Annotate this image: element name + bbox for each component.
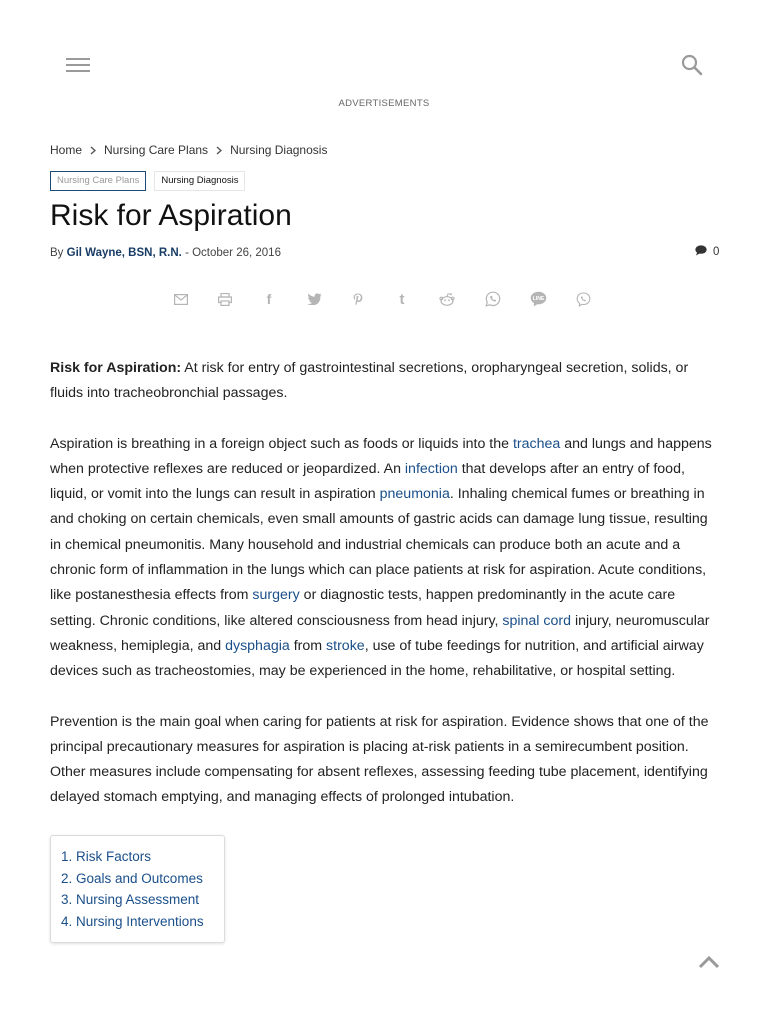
email-icon[interactable] [170, 288, 192, 310]
line-icon[interactable] [527, 288, 549, 310]
search-icon[interactable] [680, 53, 704, 77]
breadcrumb [50, 143, 327, 157]
byline [50, 247, 281, 259]
chevron-right-icon [90, 146, 96, 155]
comment-count-value: 0 [713, 246, 720, 258]
comment-count[interactable] [695, 245, 719, 259]
author-link[interactable]: Gil Wayne, BSN, R.N. [66, 247, 182, 259]
chevron-right-icon [216, 146, 222, 155]
advertisements-label: ADVERTISEMENTS [338, 98, 430, 109]
link-trachea[interactable]: trachea [512, 435, 561, 452]
link-dysphagia[interactable]: dysphagia [225, 637, 290, 654]
whatsapp-icon[interactable] [482, 288, 504, 310]
hamburger-menu-icon[interactable] [66, 54, 90, 76]
by-label: By [50, 247, 64, 259]
svg-text:LINE: LINE [532, 296, 544, 303]
facebook-icon[interactable]: f [266, 291, 272, 307]
tag-nursing-care-plans[interactable]: Nursing Care Plans [50, 171, 146, 191]
table-of-contents [50, 835, 225, 943]
tag-nursing-diagnosis[interactable]: Nursing Diagnosis [154, 171, 245, 191]
toc-item-risk-factors[interactable]: 1. Risk Factors [61, 849, 152, 864]
paragraph-description: Aspiration is breathing in a foreign object such as foods or liquids into the trachea and lungs and happens when protective reflexes are reduced or jeopardized. An infection that develops after an entry of food, liquid, or vomit into the lungs can result in aspiration pneumonia. Inhaling chemical fumes or breathing in and choking on certain chemicals, even small amounts of gastric acids can damage lung tissue, resulting in chemical pneumonitis. Many household and industrial chemicals can produce both an acute and a chronic form of inflammation in the lungs which can place patients at risk for aspiration. Acute conditions, like postanesthesia effects from surgery or diagnostic tests, happen predominantly in the acute care setting. Chronic conditions, like altered consciousness from head injury, spinal cord injury, neuromuscular weakness, hemiplegia, and dysphagia from stroke, use of tube feedings for nutrition, and artificial airway devices such as tracheostomies, may be experienced in the home, rehabilitative, or hospital setting. [50, 435, 712, 680]
toc-item-nursing-assessment[interactable]: 3. Nursing Assessment [61, 892, 200, 907]
paragraph-prevention: Prevention is the main goal when caring for patients at risk for aspiration. Evidence shows that one of the principal precautionary measures for aspiration is placing at-risk patients in a semirecumbent position. Other measures include compensating for absent reflexes, assessing feeding tube placement, identifying delayed stomach emptying, and managing effects of prolonged intubation. [50, 713, 709, 806]
reddit-icon[interactable] [436, 288, 458, 310]
viber-icon[interactable] [572, 288, 594, 310]
breadcrumb-nursing-care-plans[interactable]: Nursing Care Plans [104, 143, 209, 157]
tumblr-icon[interactable]: t [399, 290, 405, 308]
toc-item-nursing-interventions[interactable]: 4. Nursing Interventions [61, 913, 204, 929]
link-pneumonia[interactable]: pneumonia [379, 486, 450, 503]
pinterest-icon[interactable] [347, 288, 369, 310]
link-infection[interactable]: infection [404, 460, 458, 477]
article-body [50, 356, 722, 836]
link-surgery[interactable]: surgery [252, 587, 300, 604]
page-title: Risk for Aspiration [50, 199, 292, 232]
print-icon[interactable] [214, 288, 236, 310]
definition-label: Risk for Aspiration: [50, 360, 182, 376]
comment-icon [695, 245, 707, 259]
link-stroke[interactable]: stroke [326, 637, 365, 654]
paragraph-definition: Risk for Aspiration: At risk for entry of gastrointestinal secretions, oropharyngeal secretion, solids, or fluids into tracheobronchial passages. [50, 360, 689, 402]
share-bar [170, 288, 595, 312]
chevron-up-icon[interactable] [697, 952, 721, 972]
breadcrumb-home[interactable]: Home [50, 143, 83, 157]
toc-item-goals-and-outcomes[interactable]: 2. Goals and Outcomes [61, 870, 203, 886]
breadcrumb-nursing-diagnosis[interactable]: Nursing Diagnosis [230, 143, 328, 157]
category-tags [50, 171, 245, 191]
link-spinal-cord[interactable]: spinal cord [502, 612, 572, 629]
twitter-icon[interactable] [303, 288, 325, 310]
date-separator: - [185, 247, 189, 259]
post-date: October 26, 2016 [192, 247, 281, 259]
